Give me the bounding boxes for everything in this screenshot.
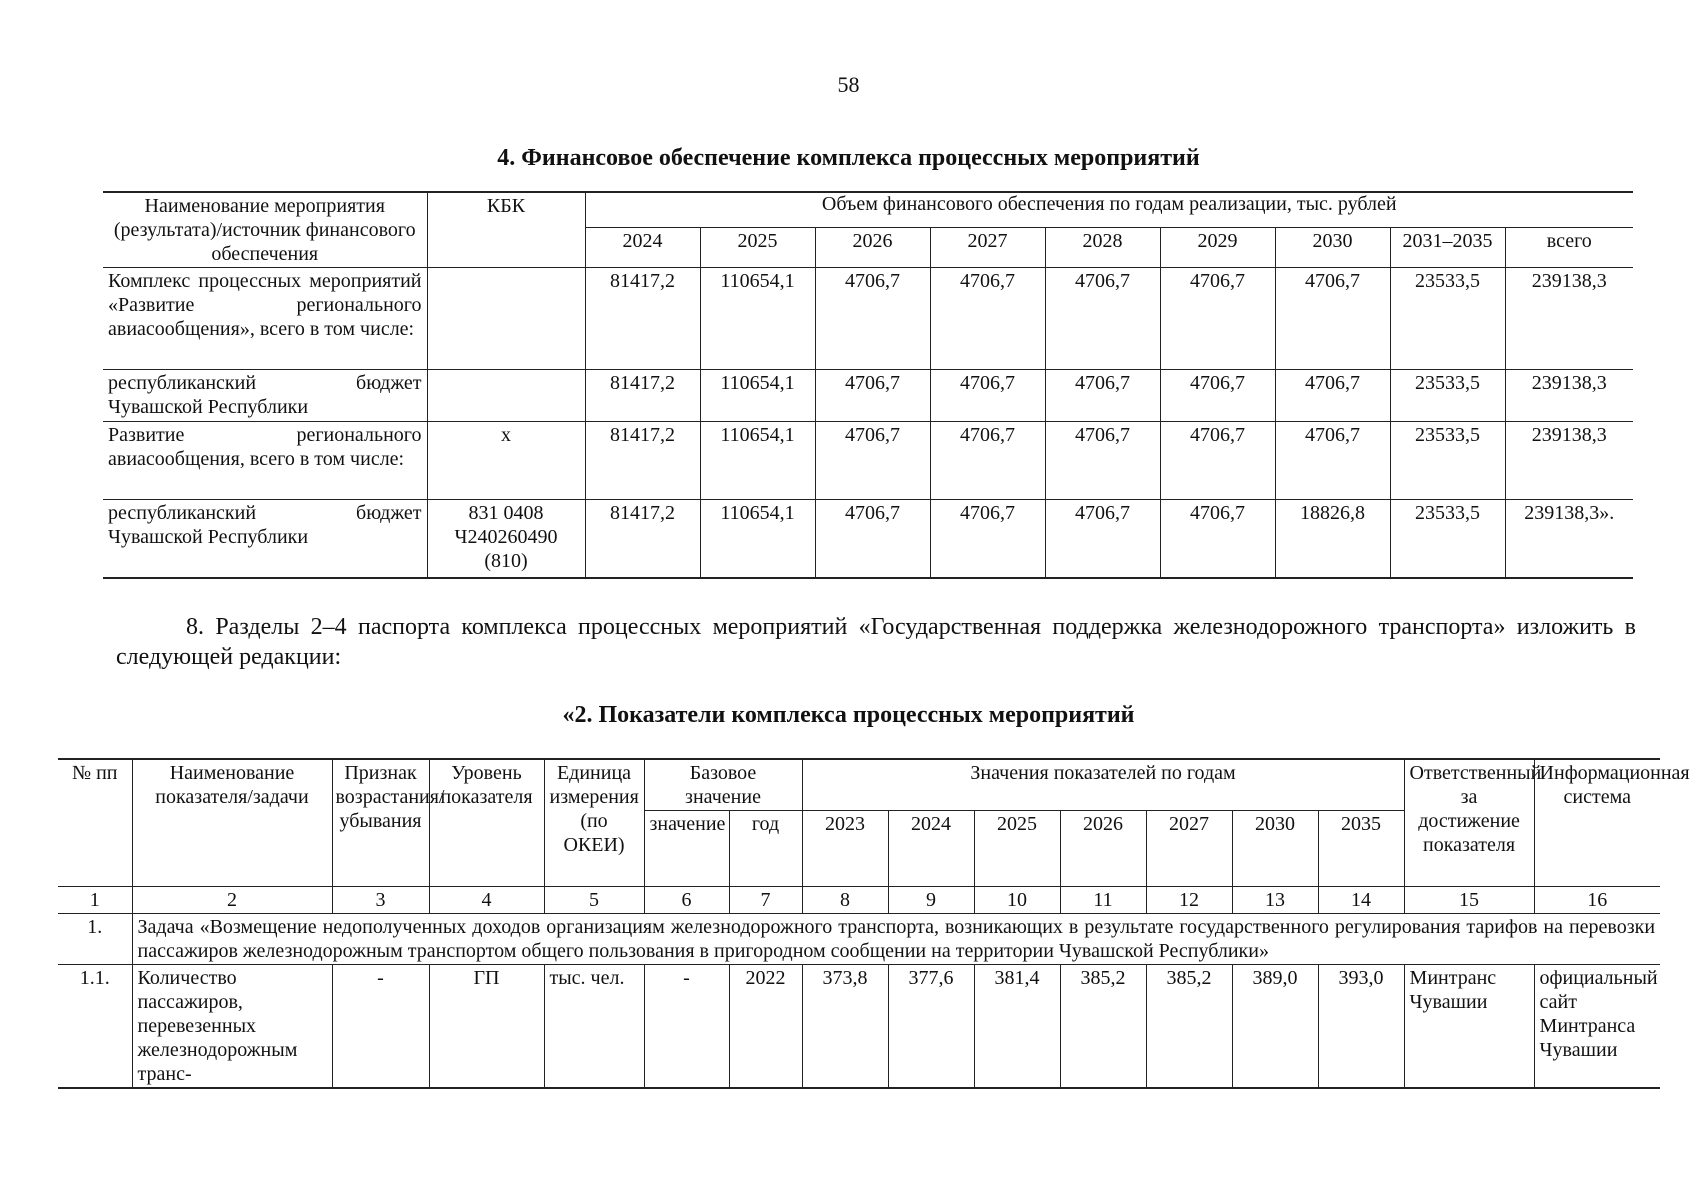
row-value: 4706,7 bbox=[1275, 422, 1390, 500]
row-value-total: 239138,3 bbox=[1505, 268, 1633, 370]
row-value: 110654,1 bbox=[700, 370, 815, 422]
year-header: 2027 bbox=[1146, 811, 1232, 887]
row-kbk bbox=[427, 370, 585, 422]
amendment-paragraph: 8. Разделы 2–4 паспорта комплекса процессных мероприятий «Государственная поддержка железнодорожного транспорта» изложить в следующей редакции: bbox=[116, 614, 1636, 670]
row-value: 81417,2 bbox=[585, 500, 700, 578]
row-value: 4706,7 bbox=[1160, 370, 1275, 422]
header-responsible: Ответственный за достижение показателя bbox=[1404, 759, 1534, 887]
year-header: 2024 bbox=[888, 811, 974, 887]
row-value: 23533,5 bbox=[1390, 370, 1505, 422]
year-header: 2026 bbox=[815, 227, 930, 267]
indicator-unit: тыс. чел. bbox=[544, 965, 644, 1089]
row-name: Комплекс процессных мероприятий «Развитие регионального авиасообщения», всего в том числе: bbox=[103, 268, 427, 370]
row-kbk: 831 0408 Ч240260490 (810) bbox=[427, 500, 585, 578]
row-value: 4706,7 bbox=[1160, 422, 1275, 500]
row-value-total: 239138,3 bbox=[1505, 422, 1633, 500]
column-number: 13 bbox=[1232, 887, 1318, 914]
row-value: 4706,7 bbox=[815, 370, 930, 422]
financing-section-title: 4. Финансовое обеспечение комплекса процессных мероприятий bbox=[497, 145, 1200, 171]
indicator-number: 1.1. bbox=[58, 965, 132, 1089]
row-value: 4706,7 bbox=[930, 500, 1045, 578]
row-value: 4706,7 bbox=[930, 422, 1045, 500]
header-volume: Объем финансового обеспечения по годам реализации, тыс. рублей bbox=[585, 192, 1633, 227]
row-value: 110654,1 bbox=[700, 500, 815, 578]
row-value: 4706,7 bbox=[815, 500, 930, 578]
row-value: 4706,7 bbox=[815, 422, 930, 500]
indicator-info-system: официальный сайт Минтранса Чувашии bbox=[1534, 965, 1660, 1089]
header-level: Уровень показателя bbox=[429, 759, 544, 887]
column-number: 14 bbox=[1318, 887, 1404, 914]
year-header: 2030 bbox=[1232, 811, 1318, 887]
indicator-value: 381,4 bbox=[974, 965, 1060, 1089]
row-name: республиканский бюджет Чувашской Республики bbox=[103, 370, 427, 422]
column-number: 4 bbox=[429, 887, 544, 914]
header-values-by-year: Значения показателей по годам bbox=[802, 759, 1404, 811]
row-value: 23533,5 bbox=[1390, 268, 1505, 370]
row-name: республиканский бюджет Чувашской Республики bbox=[103, 500, 427, 578]
header-sign: Признак возрастания/убывания bbox=[332, 759, 429, 887]
year-header: 2025 bbox=[974, 811, 1060, 887]
header-base: Базовое значение bbox=[644, 759, 802, 811]
year-header: 2028 bbox=[1045, 227, 1160, 267]
row-value: 4706,7 bbox=[1160, 268, 1275, 370]
year-header: 2027 bbox=[930, 227, 1045, 267]
row-value: 4706,7 bbox=[815, 268, 930, 370]
column-number: 11 bbox=[1060, 887, 1146, 914]
row-value: 4706,7 bbox=[1160, 500, 1275, 578]
financing-table bbox=[103, 191, 1633, 579]
row-value: 81417,2 bbox=[585, 268, 700, 370]
row-value: 4706,7 bbox=[1045, 268, 1160, 370]
header-name: Наименование мероприятия (результата)/источник финансового обеспечения bbox=[103, 192, 427, 268]
column-number: 7 bbox=[729, 887, 802, 914]
indicator-base-value: - bbox=[644, 965, 729, 1089]
year-header: 2023 bbox=[802, 811, 888, 887]
indicator-name: Количество пассажиров, перевезенных железнодорожным транс- bbox=[132, 965, 332, 1089]
column-number: 8 bbox=[802, 887, 888, 914]
header-info-system: Информационная система bbox=[1534, 759, 1660, 887]
indicator-value: 393,0 bbox=[1318, 965, 1404, 1089]
header-unit: Единица измерения (по ОКЕИ) bbox=[544, 759, 644, 887]
column-number: 6 bbox=[644, 887, 729, 914]
year-header-total: всего bbox=[1505, 227, 1633, 267]
row-value: 110654,1 bbox=[700, 422, 815, 500]
task-text: Задача «Возмещение недополученных доходов организациям железнодорожного транспорта, возникающих в результате государственного регулирования тарифов на перевозки пассажиров железнодорожным транспортом общего пользования в пригородном сообщении на территории Чувашской Республики» bbox=[132, 914, 1660, 965]
header-name: Наименование показателя/задачи bbox=[132, 759, 332, 887]
year-header: 2029 bbox=[1160, 227, 1275, 267]
row-value: 81417,2 bbox=[585, 422, 700, 500]
indicator-value: 373,8 bbox=[802, 965, 888, 1089]
row-kbk bbox=[427, 268, 585, 370]
row-value: 4706,7 bbox=[1045, 370, 1160, 422]
row-value: 4706,7 bbox=[1045, 422, 1160, 500]
indicator-value: 377,6 bbox=[888, 965, 974, 1089]
year-header: 2026 bbox=[1060, 811, 1146, 887]
indicator-value: 385,2 bbox=[1060, 965, 1146, 1089]
year-header: 2024 bbox=[585, 227, 700, 267]
column-number: 5 bbox=[544, 887, 644, 914]
indicator-value: 385,2 bbox=[1146, 965, 1232, 1089]
indicator-level: ГП bbox=[429, 965, 544, 1089]
page-number: 58 bbox=[837, 72, 860, 97]
row-value: 4706,7 bbox=[930, 268, 1045, 370]
row-value: 18826,8 bbox=[1275, 500, 1390, 578]
header-kbk: КБК bbox=[427, 192, 585, 268]
indicator-base-year: 2022 bbox=[729, 965, 802, 1089]
indicator-sign: - bbox=[332, 965, 429, 1089]
column-number: 12 bbox=[1146, 887, 1232, 914]
indicator-value: 389,0 bbox=[1232, 965, 1318, 1089]
column-number: 16 bbox=[1534, 887, 1660, 914]
column-number: 2 bbox=[132, 887, 332, 914]
row-name: Развитие регионального авиасообщения, всего в том числе: bbox=[103, 422, 427, 500]
indicators-section-title: «2. Показатели комплекса процессных мероприятий bbox=[562, 702, 1135, 728]
header-num: № пп bbox=[58, 759, 132, 887]
header-base-value: значение bbox=[644, 811, 729, 887]
column-number: 3 bbox=[332, 887, 429, 914]
year-header: 2035 bbox=[1318, 811, 1404, 887]
column-number: 9 bbox=[888, 887, 974, 914]
row-value-total: 239138,3 bbox=[1505, 370, 1633, 422]
row-kbk: х bbox=[427, 422, 585, 500]
year-header: 2030 bbox=[1275, 227, 1390, 267]
row-value: 110654,1 bbox=[700, 268, 815, 370]
indicators-table bbox=[58, 758, 1690, 1089]
header-base-year: год bbox=[729, 811, 802, 887]
column-number: 10 bbox=[974, 887, 1060, 914]
column-number: 1 bbox=[58, 887, 132, 914]
row-value-total: 239138,3». bbox=[1505, 500, 1633, 578]
column-number: 15 bbox=[1404, 887, 1534, 914]
row-value: 23533,5 bbox=[1390, 500, 1505, 578]
row-value: 4706,7 bbox=[1045, 500, 1160, 578]
year-header: 2031–2035 bbox=[1390, 227, 1505, 267]
task-number: 1. bbox=[58, 914, 132, 965]
row-value: 4706,7 bbox=[1275, 370, 1390, 422]
year-header: 2025 bbox=[700, 227, 815, 267]
row-value: 4706,7 bbox=[930, 370, 1045, 422]
row-value: 4706,7 bbox=[1275, 268, 1390, 370]
indicator-responsible: Минтранс Чувашии bbox=[1404, 965, 1534, 1089]
row-value: 81417,2 bbox=[585, 370, 700, 422]
row-value: 23533,5 bbox=[1390, 422, 1505, 500]
